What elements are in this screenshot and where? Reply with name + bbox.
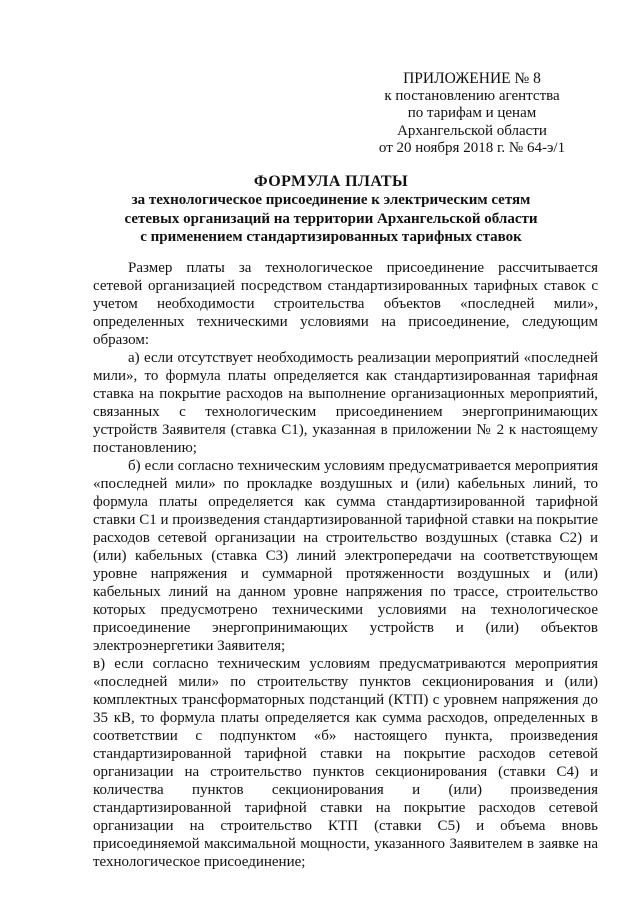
heading-line-1: за технологическое присоединение к электрическим сетям <box>131 192 531 208</box>
annex-resolution-line: к постановлению агентства <box>384 87 560 104</box>
item-a-paragraph: а) если отсутствует необходимость реализации мероприятий «последней мили», то формула платы определяется как стандартизированная тарифная ставка на покрытие расходов на выполнение организационных мероприятий, связанных с технологическим присоединением энергопринимающих устройств Заявителя (ставка С1), указанная в приложении № 2 к настоящему постановлению; <box>93 350 598 456</box>
annex-block <box>372 70 572 158</box>
intro-paragraph: Размер платы за технологическое присоединение рассчитывается сетевой организацией посредством стандартизированных тарифных ставок с учетом необходимости строительства объектов «последней мили», определенных техническими условиями на присоединение, следующим образом: <box>93 260 598 348</box>
item-b-paragraph: б) если согласно техническим условиям предусматривается мероприятия «последней мили» по прокладке воздушных и (или) кабельных линий, то формула платы определяется как сумма стандартизированной тарифной ставки С1 и произведения стандартизированной тарифной ставки на покрытие расходов сетевой организации на строительство воздушных (ставка С2) и (или) кабельных (ставка С3) линий электропередачи на соответствующем уровне напряжения и суммарной протяженности воздушных и (или) кабельных линий на данном уровне напряжения по трассе, строительство которых предусмотрено техническими условиями на технологическое присоединение энергопринимающих устройств и (или) объектов электроэнергетики Заявителя; <box>93 458 598 654</box>
annex-agency-line: по тарифам и ценам <box>407 105 537 121</box>
document-title: ФОРМУЛА ПЛАТЫ <box>253 173 409 190</box>
heading-line-2: сетевых организаций на территории Архангельской области <box>124 210 538 227</box>
document-body <box>93 259 598 871</box>
annex-number: ПРИЛОЖЕНИЕ № 8 <box>403 70 541 87</box>
heading-line-3: с применением стандартизированных тарифных ставок <box>140 229 522 245</box>
annex-region-line: Архангельской области <box>397 122 547 139</box>
document-heading <box>100 172 562 247</box>
item-v-paragraph: в) если согласно техническим условиям предусматриваются мероприятия «последней мили» по строительству пунктов секционирования и (или) комплектных трансформаторных подстанций (КТП) с уровнем напряжения до 35 кВ, то формула платы определяется как сумма расходов, определенных в соответствии с подпунктом «б» настоящего пункта, произведения стандартизированной тарифной ставки на покрытие расходов сетевой организации на строительство пунктов секционирования (ставки С4) и количества пунктов секционирования и (или) произведения стандартизированной тарифной ставки на покрытие расходов сетевой организации на строительство КТП (ставки С5) и объема вновь присоединяемой максимальной мощности, указанного Заявителем в заявке на технологическое присоединение; <box>93 656 598 870</box>
annex-date-line: от 20 ноября 2018 г. № 64-э/1 <box>378 140 566 156</box>
